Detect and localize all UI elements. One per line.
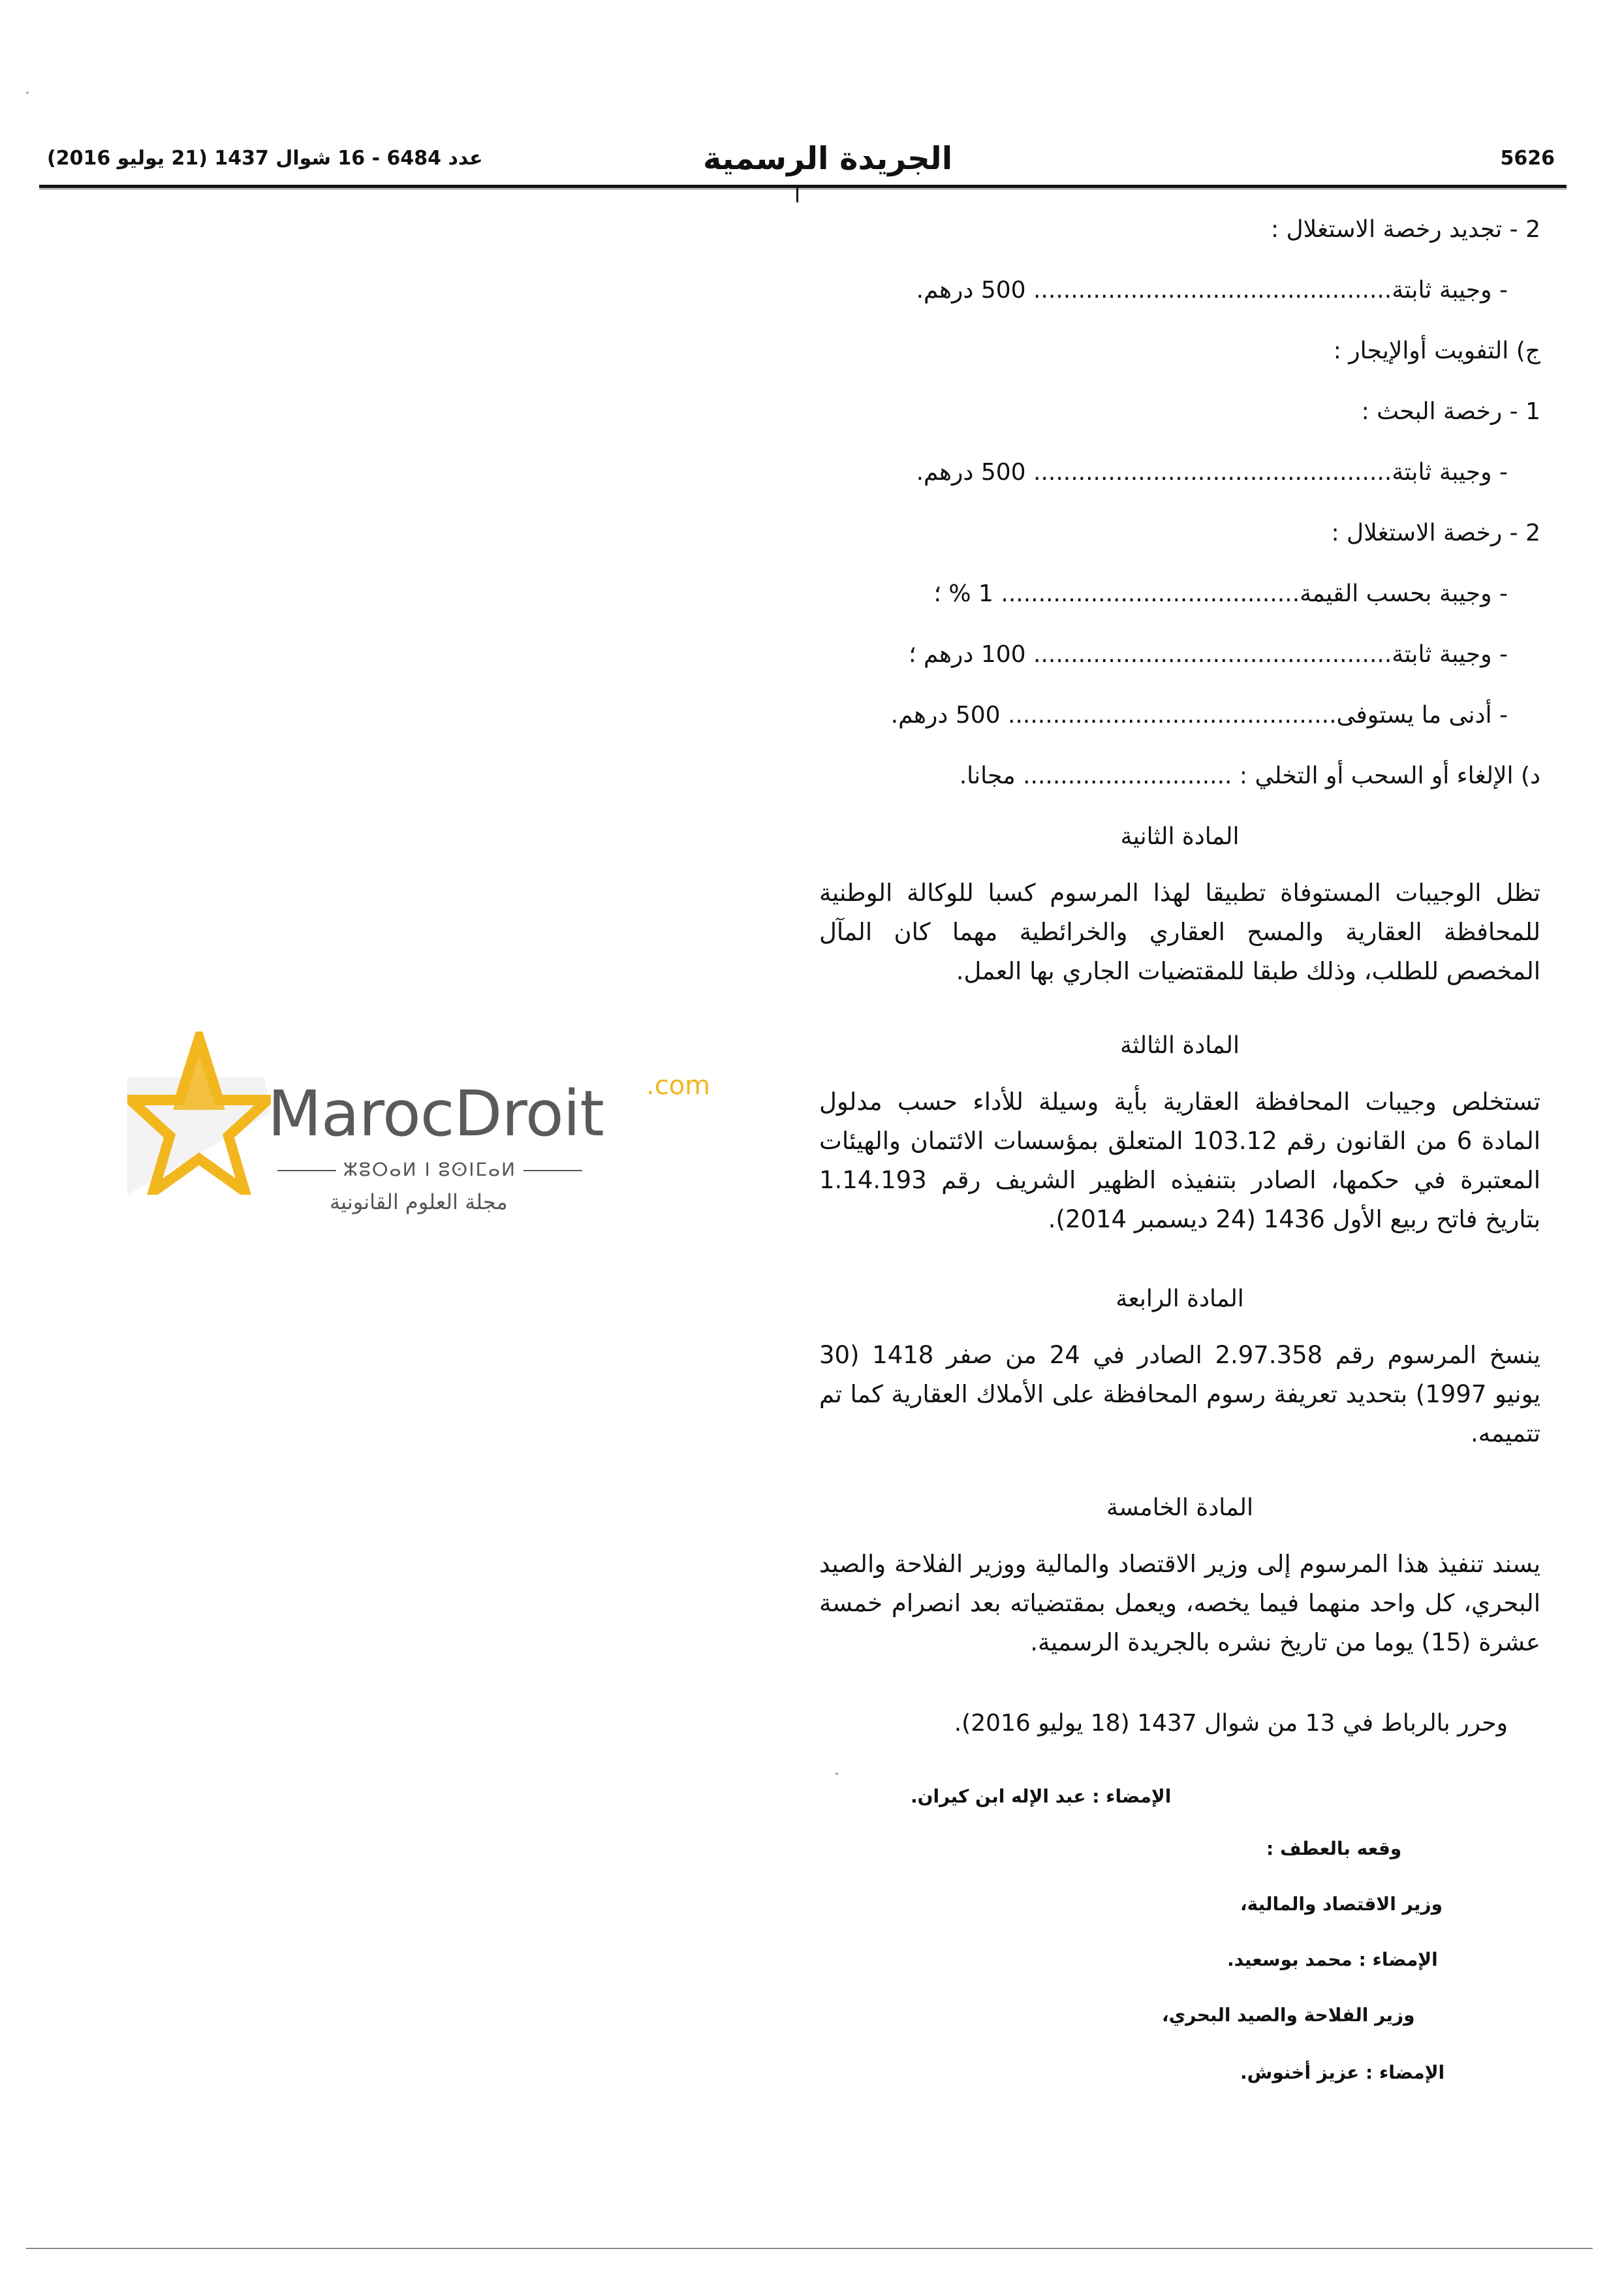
- gazette-title: الجريدة الرسمية: [703, 140, 953, 177]
- fee-line: 2 - رخصة الاستغلال :: [1331, 520, 1540, 546]
- article-heading: المادة الخامسة: [1106, 1494, 1253, 1521]
- article-text: تظل الوجيبات المستوفاة تطبيقا لهذا المرسوم كسبا للوكالة الوطنية للمحافظة العقارية والمسح العقاري والخرائطية مهما كان المآل المخصص للطلب، وذلك طبقا للمقتضيات الجاري بها العمل.: [819, 879, 1540, 985]
- article-text: ينسخ المرسوم رقم 2.97.358 الصادر في 24 من صفر 1418 (30 يونيو 1997) بتحديد تعريفة رسوم المحافظة على الأملاك العقارية كما تم تتميمه.: [819, 1341, 1540, 1447]
- closing-line: وحرر بالرباط في 13 من شوال 1437 (18 يوليو 2016).: [954, 1710, 1508, 1737]
- fee-line: ج) التفويت أوالإيجار :: [1333, 338, 1540, 364]
- scan-speck: [835, 1773, 838, 1775]
- article-text: يسند تنفيذ هذا المرسوم إلى وزير الاقتصاد والمالية ووزير الفلاحة والصيد البحري، كل واحد منهما فيما يخصه، ويعمل بمقتضياته بعد انصرام خمسة عشرة (15) يوما من تاريخ نشره بالجريدة الرسمية.: [819, 1550, 1540, 1656]
- minister1-signature: الإمضاء : محمد بوسعيد.: [1227, 1949, 1438, 1970]
- article-heading: المادة الثالثة: [1119, 1032, 1240, 1059]
- footer-rule: [26, 2248, 1593, 2249]
- issue-info: عدد 6484 - 16 شوال 1437 (21 يوليو 2016): [47, 147, 483, 170]
- article-text: تستخلص وجيبات المحافظة العقارية بأية وسيلة للأداء حسب مدلول المادة 6 من القانون رقم 103.12 المتعلق بمؤسسات الائتمان والهيئات المعتبرة في حكمها، الصادر بتنفيذه الظهير الشريف رقم 1.14.193 بتاريخ فاتح ربيع الأول 1436 (24 ديسمبر 2014).: [819, 1088, 1540, 1233]
- watermark-brand: MarocDroit: [268, 1077, 604, 1150]
- fee-line: 1 - رخصة البحث :: [1361, 398, 1540, 425]
- star-logo-icon: [127, 1032, 271, 1195]
- article-heading: المادة الثانية: [1120, 823, 1240, 850]
- minister1-title: وزير الاقتصاد والمالية،: [1240, 1893, 1443, 1915]
- watermark-tagline: مجلة العلوم القانونية: [330, 1190, 508, 1214]
- marocdroit-watermark: [140, 1038, 728, 1253]
- text-column: [819, 0, 1540, 2285]
- article-heading: المادة الرابعة: [1116, 1285, 1244, 1312]
- watermark-suffix: .com: [646, 1071, 711, 1101]
- column-divider-tick: [796, 188, 798, 202]
- countersigned-label: وقعه بالعطف :: [1266, 1838, 1402, 1859]
- fee-line: - وجيبة ثابتة................................................ 100 درهم ؛: [909, 641, 1508, 668]
- page-number: 5626: [1500, 147, 1555, 170]
- fee-line: د) الإلغاء أو السحب أو التخلي : ............................ مجانا.: [959, 763, 1540, 789]
- fee-line: - وجيبة بحسب القيمة........................................ 1 % ؛: [933, 580, 1508, 607]
- scan-speck: [26, 91, 29, 94]
- pm-signature: الإمضاء : عبد الإله ابن كيران.: [911, 1786, 1172, 1807]
- fee-line: - أدنى ما يستوفى............................................ 500 درهم.: [890, 702, 1508, 729]
- fee-line: 2 - تجديد رخصة الاستغلال :: [1270, 216, 1540, 243]
- minister2-title: وزير الفلاحة والصيد البحري،: [1162, 2004, 1415, 2026]
- watermark-tifinagh: ⵣⵓⵔⴰⵍ ⵏ ⵓⵙⵏⵎⴰⵍ: [277, 1159, 582, 1180]
- fee-line: - وجيبة ثابتة................................................ 500 درهم.: [916, 277, 1508, 304]
- minister2-signature: الإمضاء : عزيز أخنوش.: [1240, 2062, 1445, 2083]
- fee-line: - وجيبة ثابتة................................................ 500 درهم.: [916, 459, 1508, 486]
